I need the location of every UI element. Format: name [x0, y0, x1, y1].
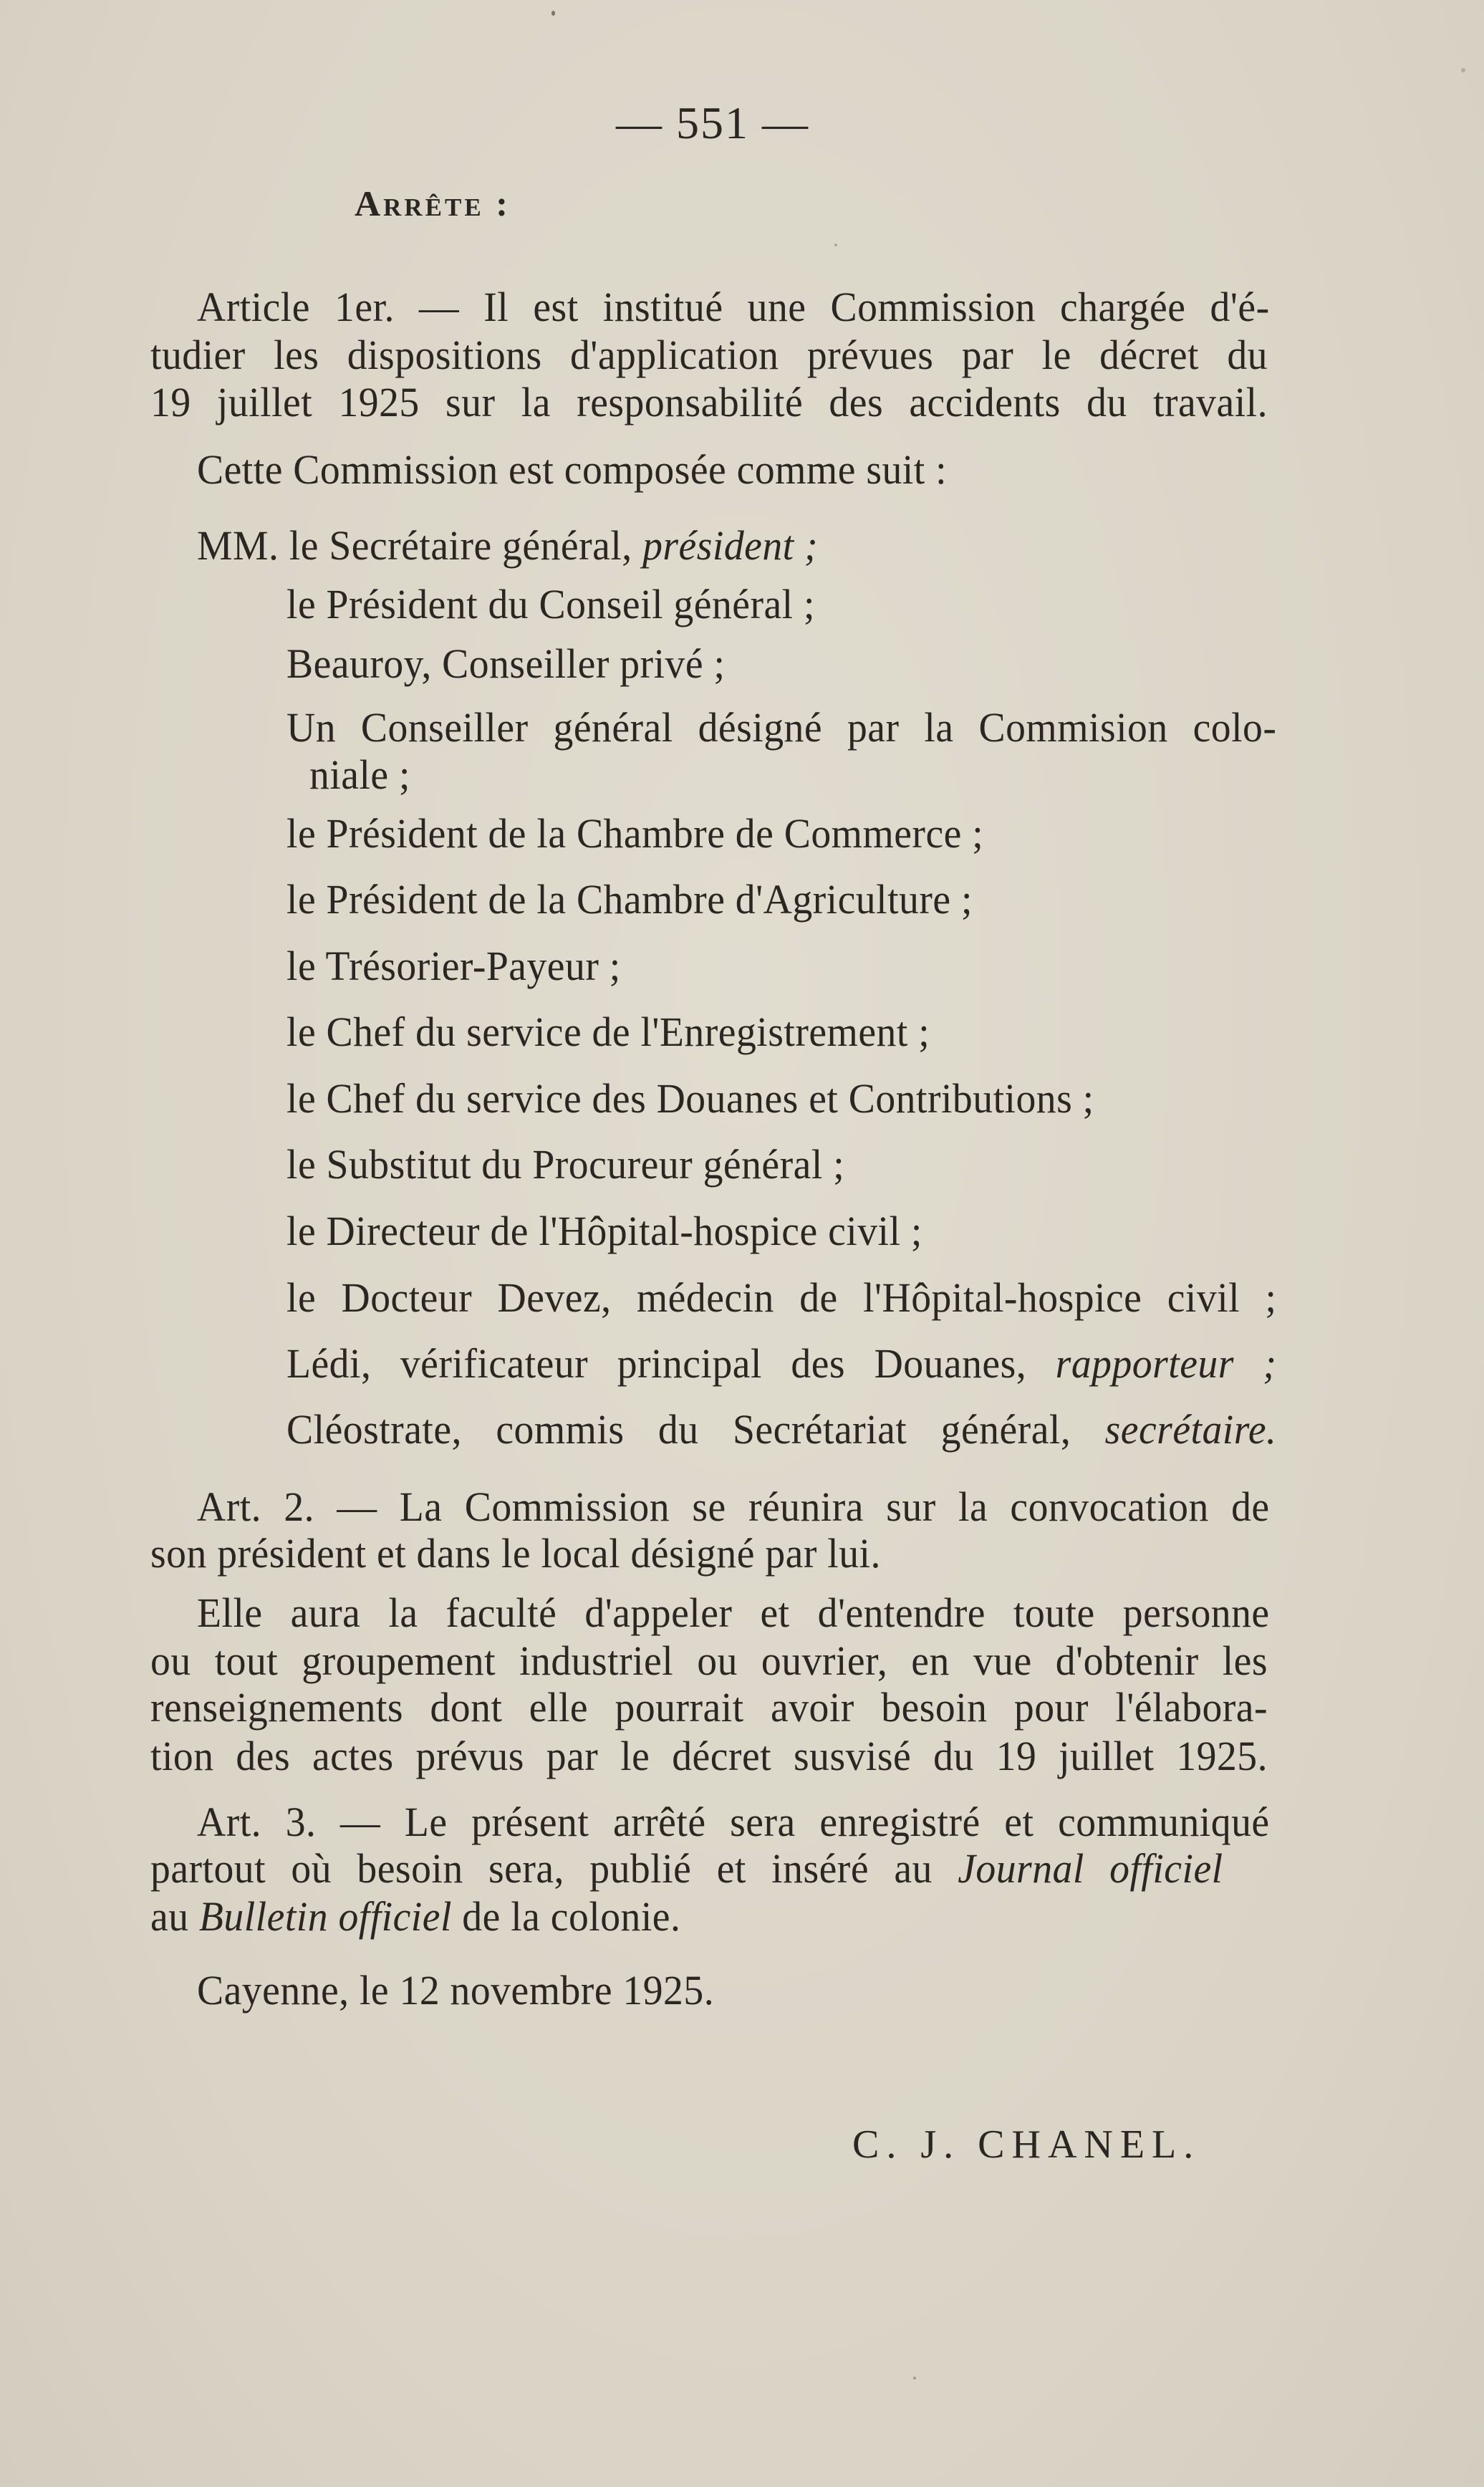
member-item: le Docteur Devez, médecin de l'Hôpital-hospice civil ; [286, 1274, 1277, 1321]
member-item: le Président de la Chambre d'Agriculture ; [286, 876, 973, 923]
rapporteur-name: Lédi, vérificateur principal des Douanes, [286, 1340, 1027, 1387]
members-lead-text: MM. le Secrétaire général, [197, 522, 632, 569]
article2-line3: Elle aura la faculté d'appeler et d'entendre toute personne [197, 1589, 1270, 1636]
member-item: le Directeur de l'Hôpital-hospice civil ; [286, 1208, 922, 1254]
article1-line3: 19 juillet 1925 sur la responsabilité des accidents du travail. [150, 379, 1268, 425]
member-item: le Substitut du Procureur général ; [286, 1141, 845, 1188]
members-lead [197, 521, 818, 569]
paper-speck [834, 244, 837, 246]
secretaire-name: Cléostrate, commis du Secrétariat général, [286, 1406, 1071, 1453]
page-number: — 551 — [616, 97, 809, 148]
member-rapporteur [286, 1339, 1276, 1387]
article3-line2 [150, 1844, 1223, 1892]
article2-line5: renseignements dont elle pourrait avoir besoin pour l'élabora- [150, 1684, 1268, 1731]
member-item: Un Conseiller général désigné par la Commision colo- [286, 704, 1277, 751]
paper-speck [913, 2377, 916, 2380]
article1-line1: Article 1er. — Il est institué une Commission chargée d'é- [197, 284, 1270, 330]
article3-line3-post: de la colonie. [462, 1893, 681, 1940]
article3-line3 [150, 1892, 680, 1940]
member-item: le Président du Conseil général ; [286, 581, 815, 627]
journal-officiel: Journal officiel [958, 1845, 1223, 1892]
member-secretaire [286, 1405, 1276, 1453]
member-item-continuation: niale ; [309, 751, 410, 798]
article2-line1: Art. 2. — La Commission se réunira sur la convocation de [197, 1483, 1270, 1530]
members-lead-role: président ; [642, 522, 819, 569]
member-item: le Trésorier-Payeur ; [286, 943, 621, 989]
bulletin-officiel: Bulletin officiel [198, 1893, 452, 1940]
decree-heading: Arrête : [355, 183, 511, 223]
article3-line3-pre: au [150, 1893, 189, 1940]
dateline: Cayenne, le 12 novembre 1925. [197, 1967, 715, 2014]
paper-speck [551, 11, 555, 16]
member-item: Beauroy, Conseiller privé ; [286, 640, 726, 687]
member-item: le Président de la Chambre de Commerce ; [286, 810, 984, 857]
article1-line2: tudier les dispositions d'application prévues par le décret du [150, 332, 1268, 378]
article3-line1: Art. 3. — Le présent arrêté sera enregistré et communiqué [197, 1799, 1270, 1845]
member-item: le Chef du service des Douanes et Contributions ; [286, 1075, 1094, 1122]
composition-intro: Cette Commission est composée comme suit : [197, 446, 948, 493]
signature: C. J. CHANEL. [852, 2122, 1201, 2167]
rapporteur-role: rapporteur ; [1055, 1340, 1277, 1387]
member-item: le Chef du service de l'Enregistrement ; [286, 1009, 930, 1055]
secretaire-role: secrétaire. [1104, 1406, 1277, 1453]
article2-line6: tion des actes prévus par le décret susvisé du 19 juillet 1925. [150, 1733, 1268, 1779]
article2-line4: ou tout groupement industriel ou ouvrier, en vue d'obtenir les [150, 1637, 1268, 1684]
paper-speck [1461, 68, 1465, 72]
article3-line2-text: partout où besoin sera, publié et inséré au [150, 1845, 933, 1892]
article2-line2: son président et dans le local désigné par lui. [150, 1530, 881, 1577]
